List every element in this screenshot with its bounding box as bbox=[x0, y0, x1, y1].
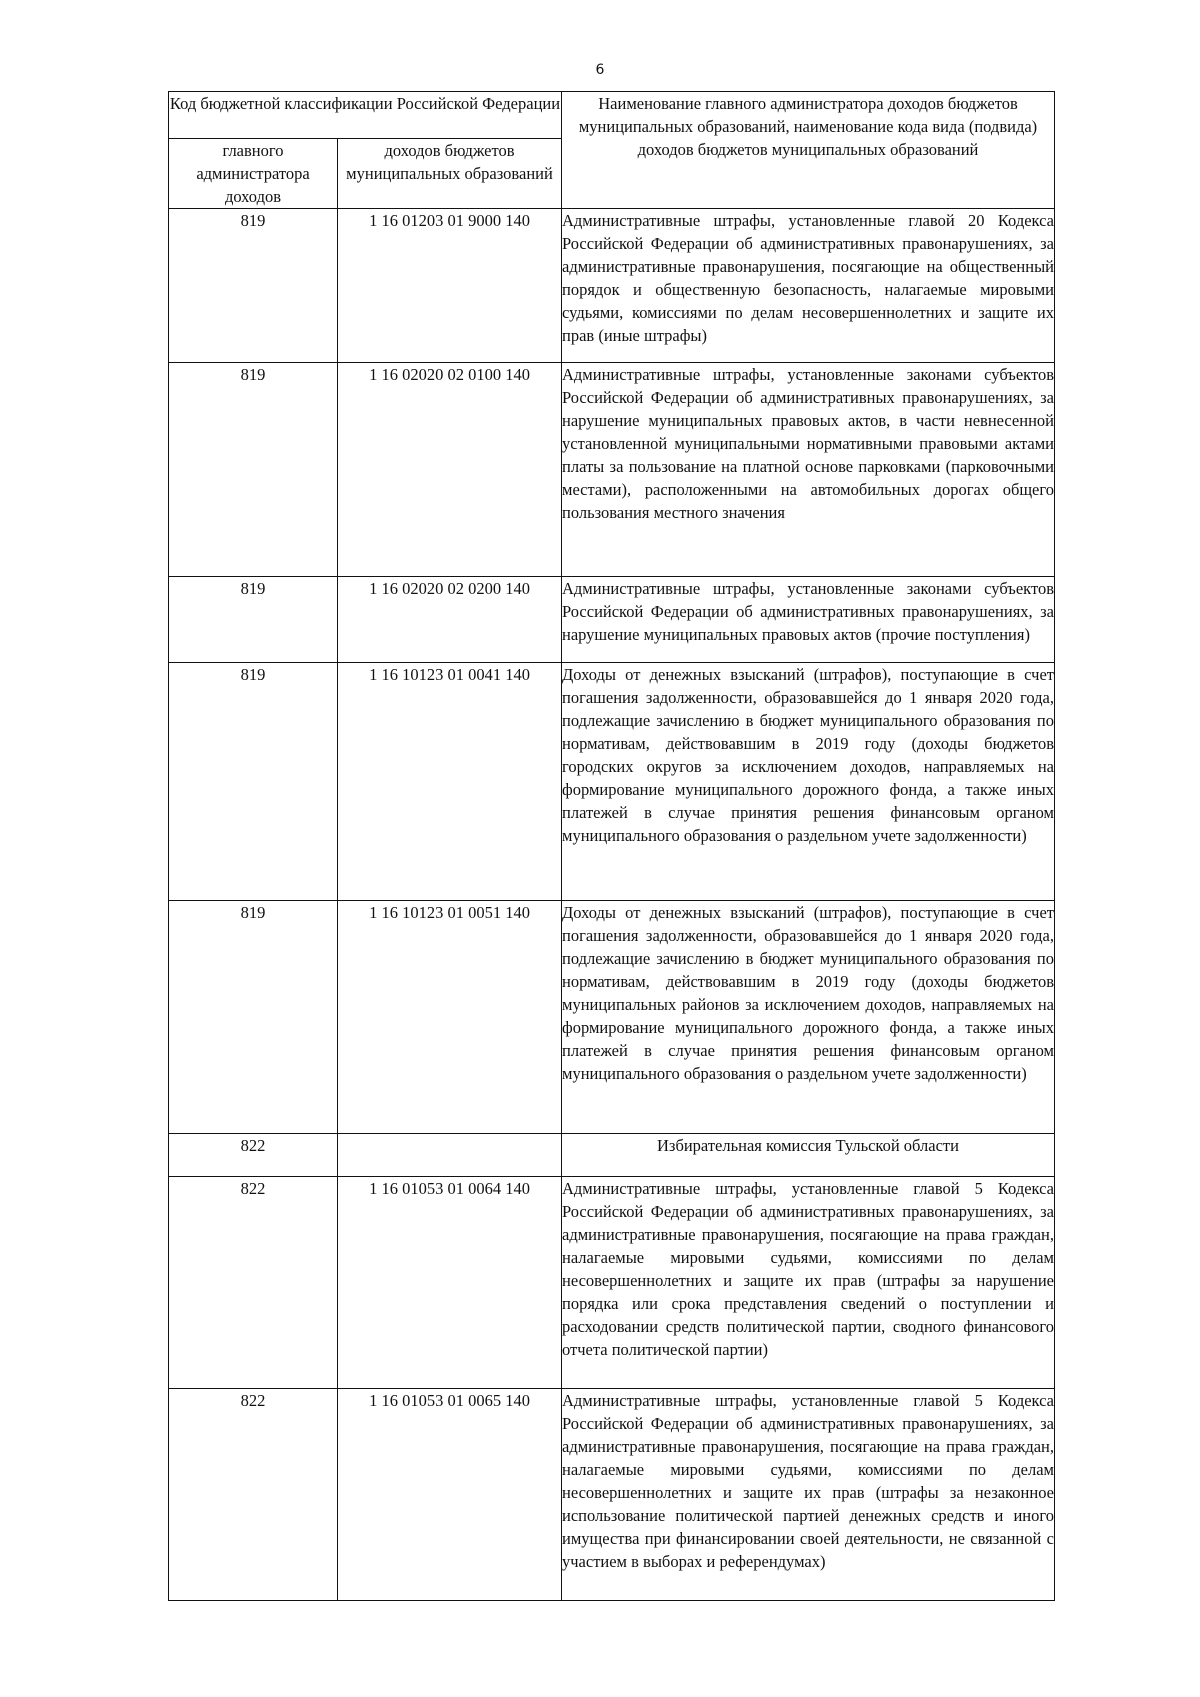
table-row bbox=[169, 1134, 1055, 1177]
income-code-cell: 1 16 02020 02 0100 140 bbox=[338, 363, 562, 577]
income-code-cell: 1 16 01053 01 0064 140 bbox=[338, 1177, 562, 1389]
admin-code-cell: 819 bbox=[169, 901, 338, 1134]
header-name-column: Наименование главного администратора доходов бюджетов муниципальных образований, наименование кода вида (подвида) доходов бюджетов муниципальных образований bbox=[562, 92, 1055, 209]
income-description-cell: Избирательная комиссия Тульской области bbox=[562, 1134, 1055, 1177]
income-description-cell: Административные штрафы, установленные главой 5 Кодекса Российской Федерации об административных правонарушениях, за административные правонарушения, посягающие на права граждан, налагаемые мировыми судьями, комиссиями по делам несовершеннолетних и защите их прав (штрафы за незаконное использование политической партией денежных средств и иного имущества при финансировании своей деятельности, не связанной с участием в выборах и референдумах) bbox=[562, 1389, 1055, 1601]
income-description-cell: Административные штрафы, установленные законами субъектов Российской Федерации об административных правонарушениях, за нарушение муниципальных правовых актов (прочие поступления) bbox=[562, 577, 1055, 663]
admin-code-cell: 819 bbox=[169, 663, 338, 901]
income-code-cell: 1 16 01203 01 9000 140 bbox=[338, 209, 562, 363]
income-description-cell: Административные штрафы, установленные главой 5 Кодекса Российской Федерации об административных правонарушениях, за административные правонарушения, посягающие на права граждан, налагаемые мировыми судьями, комиссиями по делам несовершеннолетних и защите их прав (штрафы за нарушение порядка или срока представления сведений о поступлении и расходовании средств политической партии, сводного финансового отчета политической партии) bbox=[562, 1177, 1055, 1389]
income-description-cell: Доходы от денежных взысканий (штрафов), поступающие в счет погашения задолженности, образовавшейся до 1 января 2020 года, подлежащие зачислению в бюджет муниципального образования по нормативам, действовавшим в 2019 году (доходы бюджетов муниципальных районов за исключением доходов, направляемых на формирование муниципального дорожного фонда, а также иных платежей в случае принятия решения финансовым органом муниципального образования о раздельном учете задолженности) bbox=[562, 901, 1055, 1134]
budget-classification-table bbox=[168, 91, 1055, 1601]
income-code-cell: 1 16 01053 01 0065 140 bbox=[338, 1389, 562, 1601]
income-description-cell: Административные штрафы, установленные законами субъектов Российской Федерации об административных правонарушениях, за нарушение муниципальных правовых актов, в части невнесенной установленной муниципальными нормативными правовыми актами платы за пользование на платной основе парковками (парковочными местами), расположенными на автомобильных дорогах общего пользования местного значения bbox=[562, 363, 1055, 577]
table-row bbox=[169, 901, 1055, 1134]
table-row bbox=[169, 577, 1055, 663]
income-code-cell: 1 16 10123 01 0051 140 bbox=[338, 901, 562, 1134]
table-row bbox=[169, 663, 1055, 901]
income-code-cell: 1 16 02020 02 0200 140 bbox=[338, 577, 562, 663]
header-admin-column: главного администратора доходов bbox=[169, 139, 338, 209]
admin-code-cell: 822 bbox=[169, 1134, 338, 1177]
admin-code-cell: 822 bbox=[169, 1389, 338, 1601]
table-row bbox=[169, 363, 1055, 577]
income-code-cell: 1 16 10123 01 0041 140 bbox=[338, 663, 562, 901]
admin-code-cell: 819 bbox=[169, 363, 338, 577]
admin-code-cell: 822 bbox=[169, 1177, 338, 1389]
income-description-cell: Административные штрафы, установленные главой 20 Кодекса Российской Федерации об административных правонарушениях, за административные правонарушения, посягающие на общественный порядок и общественную безопасность, налагаемые мировыми судьями, комиссиями по делам несовершеннолетних и защите их прав (иные штрафы) bbox=[562, 209, 1055, 363]
income-description-cell: Доходы от денежных взысканий (штрафов), поступающие в счет погашения задолженности, образовавшейся до 1 января 2020 года, подлежащие зачислению в бюджет муниципального образования по нормативам, действовавшим в 2019 году (доходы бюджетов городских округов за исключением доходов, направляемых на формирование муниципального дорожного фонда, а также иных платежей в случае принятия решения финансовым органом муниципального образования о раздельном учете задолженности) bbox=[562, 663, 1055, 901]
table-row bbox=[169, 1389, 1055, 1601]
admin-code-cell: 819 bbox=[169, 209, 338, 363]
page-number: 6 bbox=[595, 62, 605, 78]
table-row bbox=[169, 209, 1055, 363]
admin-code-cell: 819 bbox=[169, 577, 338, 663]
header-income-column: доходов бюджетов муниципальных образований bbox=[338, 139, 562, 209]
income-code-cell bbox=[338, 1134, 562, 1177]
header-classification-group: Код бюджетной классификации Российской Федерации bbox=[169, 92, 562, 139]
table-row bbox=[169, 1177, 1055, 1389]
header-row-group bbox=[169, 92, 1055, 139]
